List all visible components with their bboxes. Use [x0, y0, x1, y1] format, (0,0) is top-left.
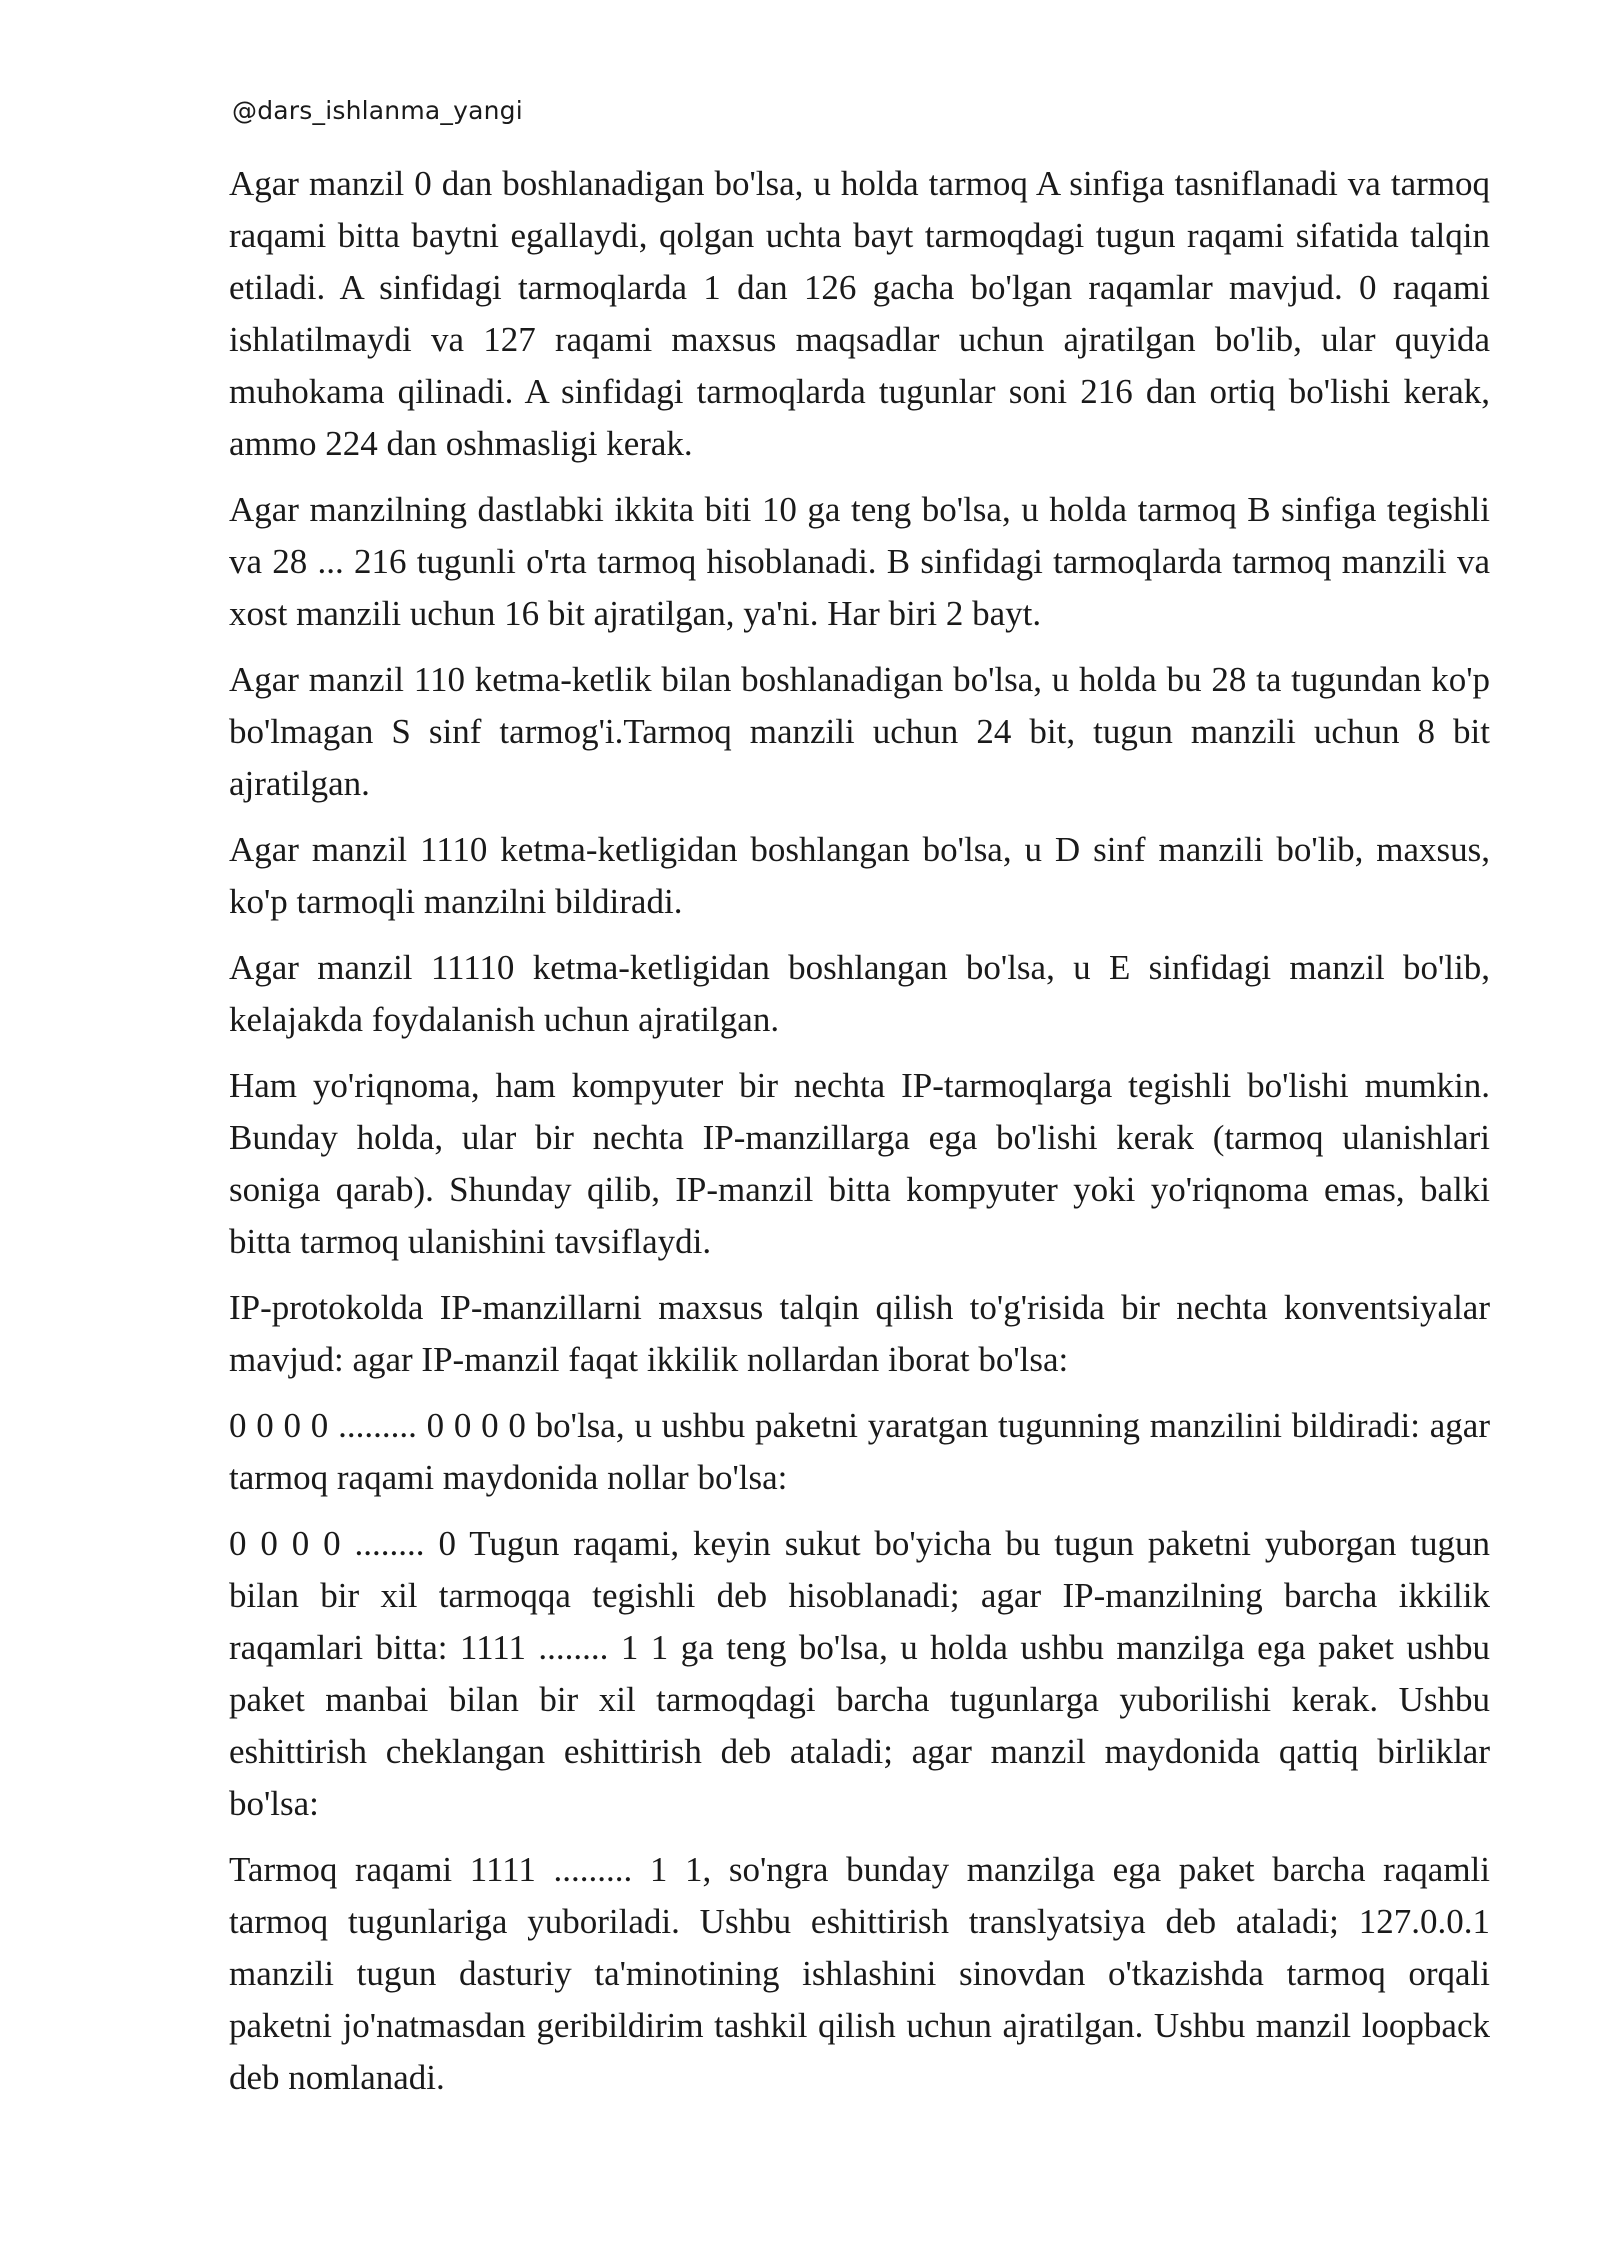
paragraph-class-c: Agar manzil 110 ketma-ketlik bilan boshlanadigan bo'lsa, u holda bu 28 ta tugundan ko'p bo'lmagan S sinf tarmog'i.Tarmoq manzili uchun 24 bit, tugun manzili uchun 8 bit ajratilgan.: [229, 660, 1490, 803]
paragraph-broadcast-loopback: Tarmoq raqami 1111 ......... 1 1, so'ngra bunday manzilga ega paket barcha raqamli tarmoq tugunlariga yuboriladi. Ushbu eshittirish translyatsiya deb ataladi; 127.0.0.1 manzili tugun dasturiy ta'minotining ishlashini sinovdan o'tkazishda tarmoq orqali paketni jo'natmasdan geribildirim tashkil qilish uchun ajratilgan. Ushbu manzil loopback deb nomlanadi.: [229, 1850, 1490, 2097]
paragraph-class-b: Agar manzilning dastlabki ikkita biti 10 ga teng bo'lsa, u holda tarmoq B sinfiga tegishli va 28 ... 216 tugunli o'rta tarmoq hisoblanadi. B sinfidagi tarmoqlarda tarmoq manzili va xost manzili uchun 16 bit ajratilgan, ya'ni. Har biri 2 bayt.: [229, 490, 1490, 633]
paragraph-limited-broadcast: 0 0 0 0 ........ 0 Tugun raqami, keyin sukut bo'yicha bu tugun paketni yuborgan tugun bilan bir xil tarmoqqa tegishli deb hisoblanadi; agar IP-manzilning barcha ikkilik raqamlari bitta: 1111 ........ 1 1 ga teng bo'lsa, u holda ushbu manzilga ega paket ushbu paket manbai bilan bir xil tarmoqdagi barcha tugunlarga yuborilishi kerak. Ushbu eshittirish cheklangan eshittirish deb ataladi; agar manzil maydonida qattiq birliklar bo'lsa:: [229, 1524, 1490, 1823]
paragraph-class-e: Agar manzil 11110 ketma-ketligidan boshlangan bo'lsa, u E sinfidagi manzil bo'lib, kelajakda foydalanish uchun ajratilgan.: [229, 948, 1490, 1039]
paragraph-conventions: IP-protokolda IP-manzillarni maxsus talqin qilish to'g'risida bir nechta konventsiyalar mavjud: agar IP-manzil faqat ikkilik nollardan iborat bo'lsa:: [229, 1288, 1490, 1379]
document-body: [229, 158, 1490, 2118]
paragraph-router-addresses: Ham yo'riqnoma, ham kompyuter bir nechta IP-tarmoqlarga tegishli bo'lishi mumkin. Bunday holda, ular bir nechta IP-manzillarga ega bo'lishi kerak (tarmoq ulanishlari soniga qarab). Shunday qilib, IP-manzil bitta kompyuter yoki yo'riqnoma emas, balki bitta tarmoq ulanishini tavsiflaydi.: [229, 1066, 1490, 1261]
paragraph-class-d: Agar manzil 1110 ketma-ketligidan boshlangan bo'lsa, u D sinf manzili bo'lib, maxsus, ko'p tarmoqli manzilni bildiradi.: [229, 830, 1490, 921]
channel-handle: @dars_ishlanma_yangi: [232, 96, 523, 125]
paragraph-class-a: Agar manzil 0 dan boshlanadigan bo'lsa, u holda tarmoq A sinfiga tasniflanadi va tarmoq raqami bitta baytni egallaydi, qolgan uchta bayt tarmoqdagi tugun raqami sifatida talqin etiladi. A sinfidagi tarmoqlarda 1 dan 126 gacha bo'lgan raqamlar mavjud. 0 raqami ishlatilmaydi va 127 raqami maxsus maqsadlar uchun ajratilgan bo'lib, ular quyida muhokama qilinadi. A sinfidagi tarmoqlarda tugunlar soni 216 dan ortiq bo'lishi kerak, ammo 224 dan oshmasligi kerak.: [229, 164, 1490, 463]
paragraph-all-zeros: 0 0 0 0 ......... 0 0 0 0 bo'lsa, u ushbu paketni yaratgan tugunning manzilini bildiradi: agar tarmoq raqami maydonida nollar bo'lsa:: [229, 1406, 1490, 1497]
